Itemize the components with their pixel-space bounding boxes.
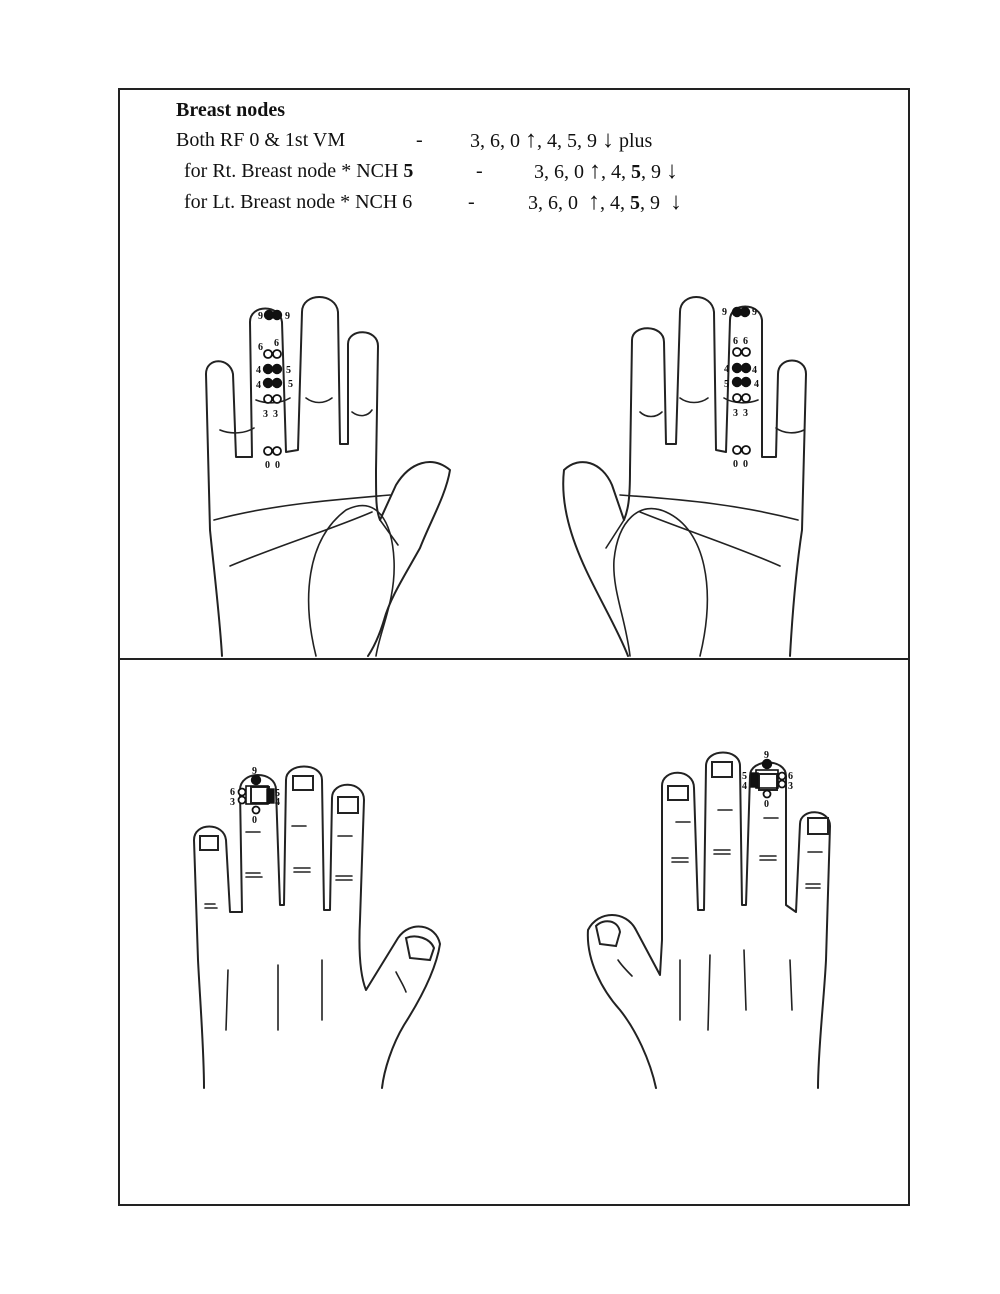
point-6 bbox=[779, 773, 786, 780]
label-9b: 9 bbox=[752, 307, 757, 318]
label-6a: 6 bbox=[733, 336, 738, 347]
point-3 bbox=[239, 797, 246, 804]
line3-dash: - bbox=[468, 191, 475, 213]
label-9a: 9 bbox=[258, 311, 263, 322]
point-4b bbox=[742, 378, 751, 387]
point-5b bbox=[742, 364, 751, 373]
line2-dash: - bbox=[476, 160, 483, 182]
point-0 bbox=[253, 807, 260, 814]
line3-seq-bold: 5 bbox=[630, 192, 640, 214]
line3-seq-a: , 4, bbox=[600, 192, 630, 214]
up-arrow-icon: ↑ bbox=[589, 158, 601, 184]
label-6a: 6 bbox=[258, 342, 263, 353]
label-5b: 5 bbox=[288, 379, 293, 390]
line2-seq-pre: 3, 6, 0 bbox=[534, 161, 589, 183]
point-0a bbox=[264, 447, 272, 455]
point-5a bbox=[264, 365, 273, 374]
point-6b bbox=[273, 350, 281, 358]
label-0: 0 bbox=[764, 799, 769, 810]
label-4c: 4 bbox=[754, 379, 759, 390]
point-0a bbox=[733, 446, 741, 454]
point-3a bbox=[733, 394, 741, 402]
label-3b: 3 bbox=[273, 409, 278, 420]
point-4a bbox=[264, 379, 273, 388]
point-3 bbox=[779, 781, 786, 788]
label-4: 4 bbox=[742, 781, 747, 792]
label-3a: 3 bbox=[733, 408, 738, 419]
label-3: 3 bbox=[230, 797, 235, 808]
up-arrow-icon: ↑ bbox=[525, 127, 537, 153]
back-hand-right bbox=[194, 767, 440, 1089]
point-4a bbox=[733, 378, 742, 387]
point-0b bbox=[273, 447, 281, 455]
point-0b bbox=[742, 446, 750, 454]
label-5a: 5 bbox=[724, 379, 729, 390]
point-5a bbox=[733, 364, 742, 373]
label-0a: 0 bbox=[733, 459, 738, 470]
point-3b bbox=[742, 394, 750, 402]
back-hand-left bbox=[588, 753, 830, 1089]
label-9b: 9 bbox=[285, 311, 290, 322]
line1-suffix: plus bbox=[614, 130, 653, 152]
palm-hand-right bbox=[206, 297, 450, 656]
point-6 bbox=[239, 789, 246, 796]
point-6b bbox=[742, 348, 750, 356]
line1-seq-pre: 3, 6, 0 bbox=[470, 130, 525, 152]
point-5-4 bbox=[267, 789, 274, 803]
label-9a: 9 bbox=[722, 307, 727, 318]
line3-seq-b: , 9 bbox=[640, 192, 670, 214]
palm-points-right bbox=[256, 311, 293, 472]
line1-seq-mid: , 4, 5, 9 bbox=[537, 130, 602, 152]
point-3a bbox=[264, 395, 272, 403]
label-5: 5 bbox=[742, 771, 747, 782]
line2-seq-bold: 5 bbox=[631, 161, 641, 183]
label-6: 6 bbox=[230, 787, 235, 798]
point-6a bbox=[733, 348, 741, 356]
down-arrow-icon: ↓ bbox=[602, 127, 614, 153]
label-3: 3 bbox=[788, 781, 793, 792]
point-9b bbox=[273, 311, 282, 320]
point-0 bbox=[764, 791, 771, 798]
down-arrow-icon: ↓ bbox=[666, 158, 678, 184]
label-4: 4 bbox=[275, 797, 280, 808]
palm-points-left bbox=[722, 307, 759, 470]
point-5-4 bbox=[751, 773, 758, 787]
label-4b: 4 bbox=[256, 380, 261, 391]
palm-hand-left bbox=[563, 297, 806, 656]
line2-label-pre: for Rt. Breast node * NCH bbox=[184, 160, 404, 182]
line2-seq-a: , 4, bbox=[601, 161, 631, 183]
label-3b: 3 bbox=[743, 408, 748, 419]
up-arrow-icon: ↑ bbox=[588, 189, 600, 215]
label-3a: 3 bbox=[263, 409, 268, 420]
line2-seq-b: , 9 bbox=[641, 161, 666, 183]
label-9: 9 bbox=[764, 750, 769, 761]
page-title: Breast nodes bbox=[176, 99, 286, 121]
label-0b: 0 bbox=[275, 460, 280, 471]
label-9: 9 bbox=[252, 766, 257, 777]
line1-label: Both RF 0 & 1st VM bbox=[176, 129, 346, 151]
label-0b: 0 bbox=[743, 459, 748, 470]
point-9b bbox=[741, 308, 750, 317]
point-3b bbox=[273, 395, 281, 403]
down-arrow-icon: ↓ bbox=[670, 189, 682, 215]
label-0: 0 bbox=[252, 815, 257, 826]
line2-label-bold: 5 bbox=[403, 160, 414, 182]
point-6a bbox=[264, 350, 272, 358]
label-4a: 4 bbox=[724, 364, 729, 375]
label-6b: 6 bbox=[274, 338, 279, 349]
label-6b: 6 bbox=[743, 336, 748, 347]
line1-dash: - bbox=[416, 129, 423, 151]
label-4a: 4 bbox=[256, 365, 261, 376]
point-5b bbox=[273, 365, 282, 374]
line3-seq-pre: 3, 6, 0 bbox=[528, 192, 588, 214]
label-5: 5 bbox=[275, 788, 280, 799]
label-5a: 5 bbox=[286, 365, 291, 376]
label-0a: 0 bbox=[265, 460, 270, 471]
line3-label: for Lt. Breast node * NCH 6 bbox=[184, 191, 413, 213]
point-4b bbox=[273, 379, 282, 388]
label-4b: 4 bbox=[752, 365, 757, 376]
label-6: 6 bbox=[788, 771, 793, 782]
